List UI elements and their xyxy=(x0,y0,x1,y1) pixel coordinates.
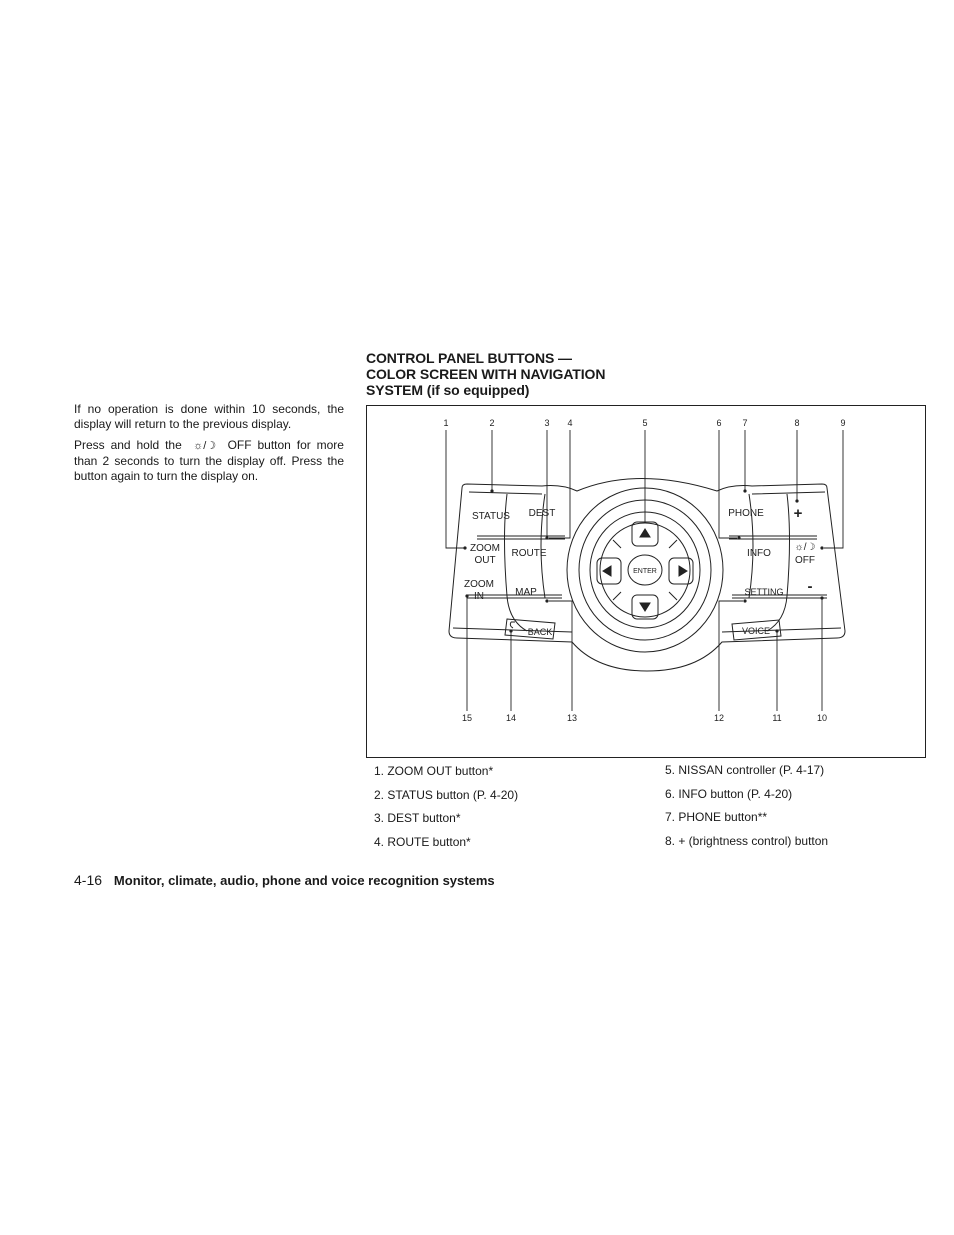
off-button: OFF xyxy=(795,555,815,566)
callout-3: 3 xyxy=(544,418,550,428)
paragraph-display-off: Press and hold the ☼/☽ OFF button for more than 2 seconds to turn the display off. Press the button again to turn the display on. xyxy=(74,438,344,483)
indicator-dots xyxy=(463,489,823,632)
list-item: 8. + (brightness control) button xyxy=(665,833,829,848)
control-panel-diagram xyxy=(366,405,926,758)
callout-13: 13 xyxy=(566,713,578,723)
callout-4: 4 xyxy=(567,418,573,428)
section-title: Monitor, climate, audio, phone and voice recognition systems xyxy=(113,873,495,888)
sun-moon-icon: ☼/☽ xyxy=(193,440,217,452)
sun-moon-icon: ☼/☽ xyxy=(794,542,816,553)
dest-button: DEST xyxy=(528,508,556,519)
zoom-in-button-line1: ZOOM xyxy=(464,579,494,590)
info-button: INFO xyxy=(747,548,771,559)
status-button: STATUS xyxy=(472,511,510,522)
plus-button: + xyxy=(793,505,803,522)
zoom-out-button-line1: ZOOM xyxy=(470,543,500,554)
callout-15: 15 xyxy=(461,713,473,723)
left-column xyxy=(74,402,344,490)
list-item: 7. PHONE button** xyxy=(665,810,768,824)
callout-6: 6 xyxy=(716,418,722,428)
callout-8: 8 xyxy=(794,418,800,428)
callout-2: 2 xyxy=(489,418,495,428)
paragraph-timeout: If no operation is done within 10 seconds, the display will return to the previous display. xyxy=(74,402,344,431)
callout-5: 5 xyxy=(642,418,648,428)
list-item: 6. INFO button (P. 4-20) xyxy=(665,786,793,801)
phone-button: PHONE xyxy=(728,508,764,519)
callout-1: 1 xyxy=(443,418,449,428)
callout-14: 14 xyxy=(505,713,517,723)
item-list-right xyxy=(665,759,828,853)
back-arrow-icon xyxy=(510,622,515,628)
zoom-in-button-line2: IN xyxy=(474,591,484,602)
page-number: 4-16 xyxy=(74,872,103,888)
map-button: MAP xyxy=(515,587,537,598)
item-list-left xyxy=(374,760,518,854)
back-button: BACK xyxy=(527,627,553,637)
list-item: 1. ZOOM OUT button* xyxy=(374,764,494,778)
callout-12: 12 xyxy=(713,713,725,723)
page-footer xyxy=(74,872,495,888)
callout-7: 7 xyxy=(742,418,748,428)
list-item: 5. NISSAN controller (P. 4-17) xyxy=(665,763,825,777)
callout-10: 10 xyxy=(816,713,828,723)
zoom-out-button-line2: OUT xyxy=(474,555,496,566)
callout-11: 11 xyxy=(772,713,782,723)
list-item: 2. STATUS button (P. 4-20) xyxy=(374,787,519,802)
setting-button: SETTING xyxy=(744,587,784,597)
voice-button: VOICE xyxy=(741,626,771,636)
section-heading: CONTROL PANEL BUTTONS — COLOR SCREEN WITH NAVIGATION SYSTEM (if so equipped) xyxy=(366,350,606,398)
enter-button: ENTER xyxy=(633,568,657,575)
list-item: 4. ROUTE button* xyxy=(374,834,471,849)
list-item: 3. DEST button* xyxy=(374,811,461,825)
callout-9: 9 xyxy=(840,418,846,428)
minus-button: - xyxy=(807,578,813,595)
route-button: ROUTE xyxy=(511,548,547,559)
